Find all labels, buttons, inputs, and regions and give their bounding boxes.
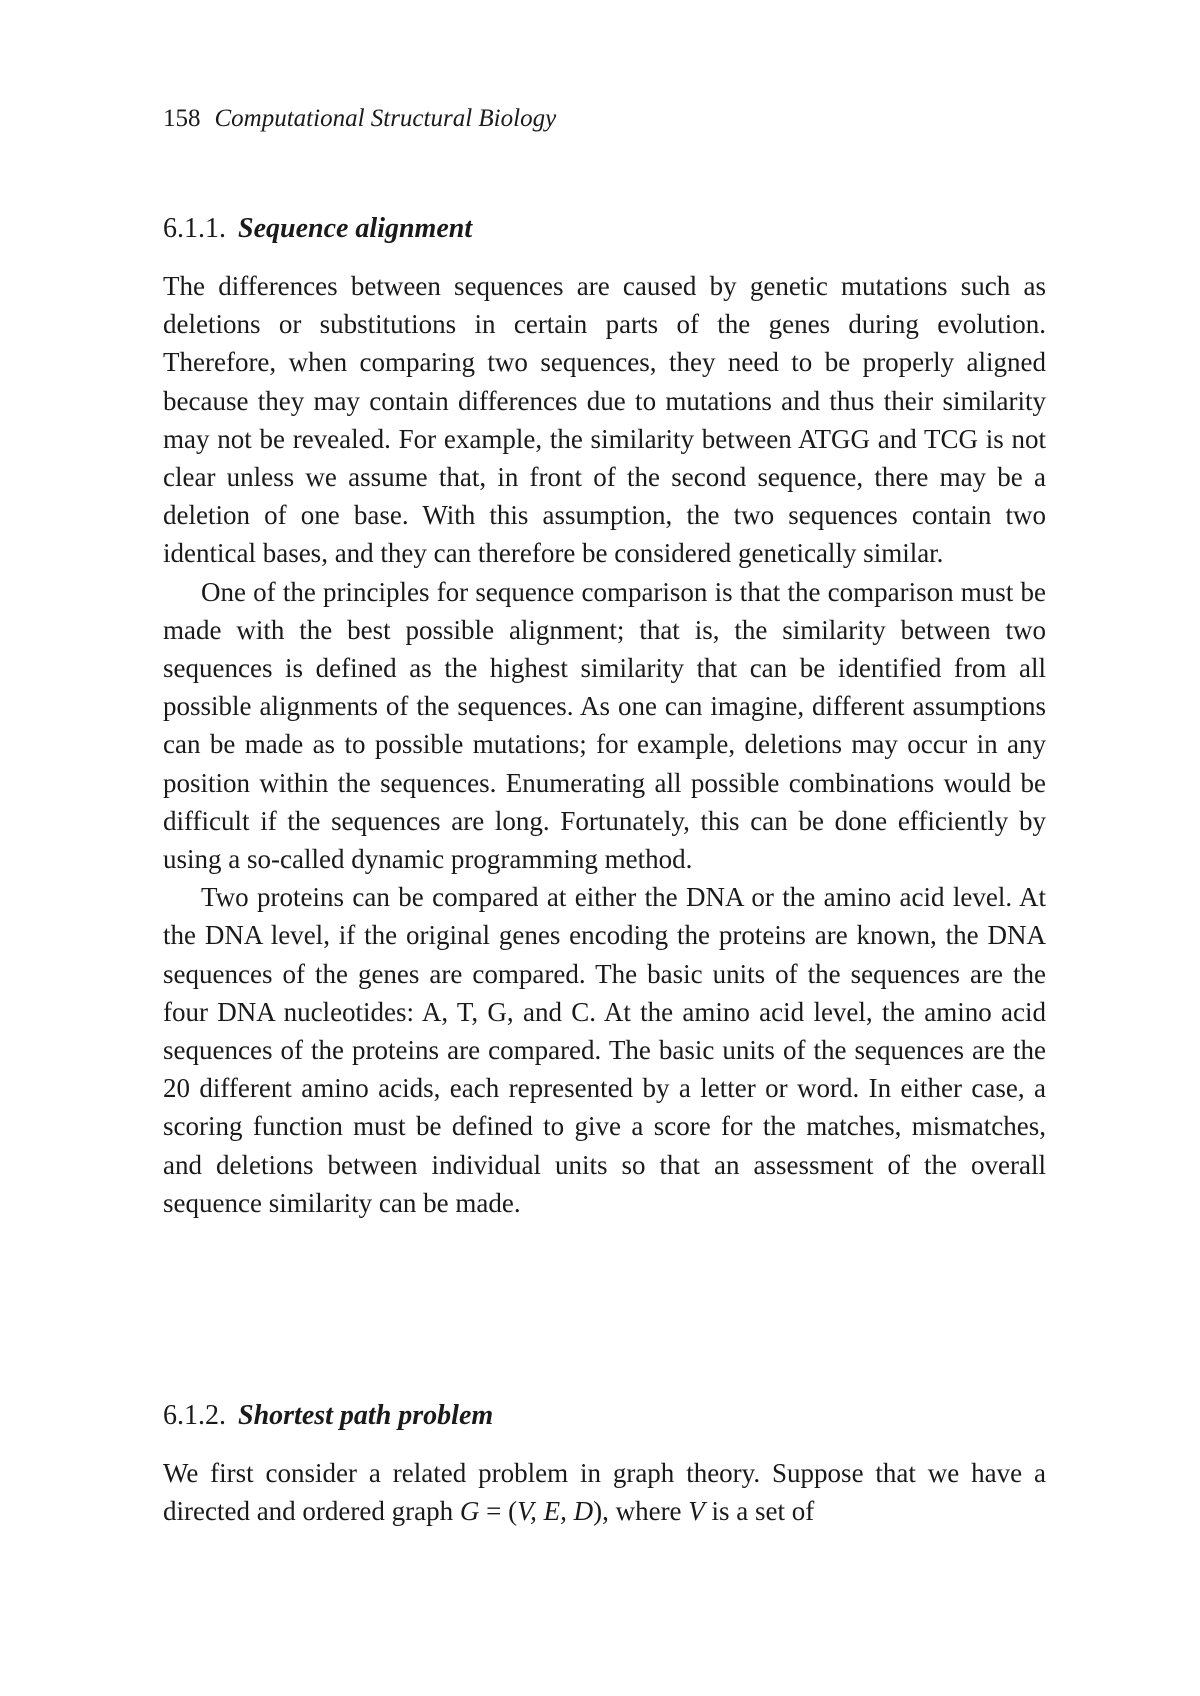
section-body-sequence-alignment [163,267,1046,1222]
section-title: Shortest path problem [238,1400,494,1431]
section-number: 6.1.1. [163,213,226,244]
paragraph: One of the principles for sequence comparison is that the comparison must be made with the best possible alignment; that is, the similarity between two sequences is defined as the highest similarity that can be identified from all possible alignments of the sequences. As one can imagine, different assumptions can be made as to possible mutations; for example, deletions may occur in any position within the sequences. Enumerating all possible combinations would be difficult if the sequences are long. Fortunately, this can be done efficiently by using a so-called dynamic programming method. [163,576,1046,875]
section-body-shortest-path [163,1454,1046,1530]
page-number: 158 [163,105,201,132]
math-variable: G [459,1496,480,1527]
section-number: 6.1.2. [163,1400,226,1431]
paragraph [163,1454,1046,1530]
paragraph-text: = ( [479,1496,518,1527]
section-heading-shortest-path [163,1399,493,1433]
section-title: Sequence alignment [238,213,473,244]
math-variable: V, E, D [517,1496,594,1527]
paragraph-text: We first consider a related problem in graph theory. Suppose that we have a directed and ordered graph [163,1458,1046,1527]
paragraph-text: ), where [593,1496,689,1527]
math-variable: V [688,1496,705,1527]
paragraph-text: is a set of [704,1496,815,1527]
book-title: Computational Structural Biology [214,105,557,132]
paragraph: The differences between sequences are caused by genetic mutations such as deletions or substitutions in certain parts of the genes during evolution. Therefore, when comparing two sequences, they need to be properly aligned because they may contain differences due to mutations and thus their similarity may not be revealed. For example, the similarity between ATGG and TCG is not clear unless we assume that, in front of the second sequence, there may be a deletion of one base. With this assumption, the two sequences contain two identical bases, and they can therefore be considered genetically similar. [163,271,1046,569]
paragraph: Two proteins can be compared at either the DNA or the amino acid level. At the DNA level, if the original genes encoding the proteins are known, the DNA sequences of the genes are compared. The basic units of the sequences are the four DNA nucleotides: A, T, G, and C. At the amino acid level, the amino acid sequences of the proteins are compared. The basic units of the sequences are the 20 different amino acids, each represented by a letter or word. In either case, a scoring function must be defined to give a score for the matches, mismatches, and deletions between individual units so that an assessment of the overall sequence similarity can be made. [163,882,1046,1218]
running-head [163,104,556,134]
section-heading-sequence-alignment [163,212,472,246]
